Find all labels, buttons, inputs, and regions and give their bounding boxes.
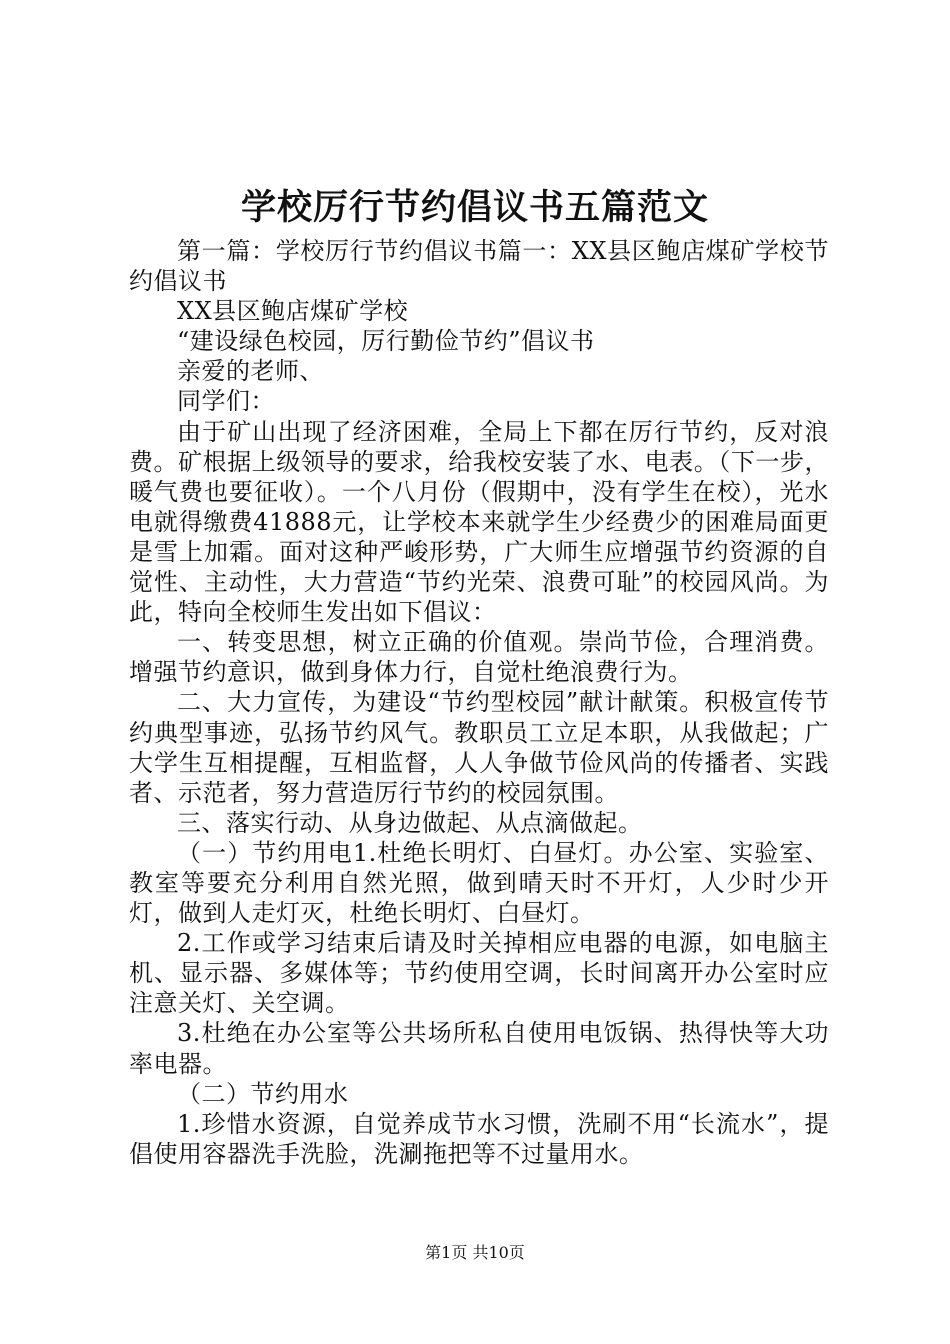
paragraph: 1.珍惜水资源，自觉养成节水习惯，洗刷不用“长流水”，提倡使用容器洗手洗脸，洗涮拖把等不过量用水。 (129, 1109, 829, 1168)
paragraph: 二、大力宣传，为建设“节约型校园”献计献策。积极宣传节约典型事迹，弘扬节约风气。教职员工立足本职，从我做起；广大学生互相提醒，互相监督，人人争做节俭风尚的传播者、实践者、示范者，努力营造厉行节约的校园氛围。 (129, 688, 829, 807)
paragraph: （一）节约用电1.杜绝长明灯、白昼灯。办公室、实验室、教室等要充分利用自然光照，做到晴天时不开灯，人少时少开灯，做到人走灯灭，杜绝长明灯、白昼灯。 (129, 838, 829, 928)
paragraph: XX县区鲍店煤矿学校 (177, 297, 409, 326)
paragraph: 3.杜绝在办公室等公共场所私自使用电饭锅、热得快等大功率电器。 (129, 1019, 829, 1078)
paragraph: 第一篇：学校厉行节约倡议书篇一：XX县区鲍店煤矿学校节约倡议书 (129, 237, 829, 296)
paragraph: 亲爱的老师、 (177, 357, 324, 386)
paragraph: 由于矿山出现了经济困难，全局上下都在厉行节约，反对浪费。矿根据上级领导的要求，给我校安装了水、电表。（下一步，暖气费也要征收）。一个八月份（假期中，没有学生在校），光水电就得缴费41888元，让学校本来就学生少经费少的困难局面更是雪上加霜。面对这种严峻形势，广大师生应增强节约资源的自觉性、主动性，大力营造“节约光荣、浪费可耻”的校园风尚。为此，特向全校师生发出如下倡议： (129, 417, 829, 627)
paragraph: “建设绿色校园，厉行勤俭节约”倡议书 (177, 327, 595, 356)
paragraph: 2.工作或学习结束后请及时关掉相应电器的电源，如电脑主机、显示器、多媒体等；节约使用空调，长时间离开办公室时应注意关灯、关空调。 (129, 929, 829, 1018)
document-body (129, 236, 829, 1169)
document-title: 学校厉行节约倡议书五篇范文 (240, 187, 709, 228)
paragraph: 同学们： (177, 387, 275, 416)
paragraph: （二）节约用水 (177, 1079, 349, 1108)
paragraph: 一、转变思想，树立正确的价值观。崇尚节俭，合理消费。增强节约意识，做到身体力行，自觉杜绝浪费行为。 (129, 628, 829, 687)
page-number-footer: 第1页 共10页 (425, 1243, 525, 1262)
paragraph: 三、落实行动、从身边做起、从点滴做起。 (177, 808, 643, 837)
